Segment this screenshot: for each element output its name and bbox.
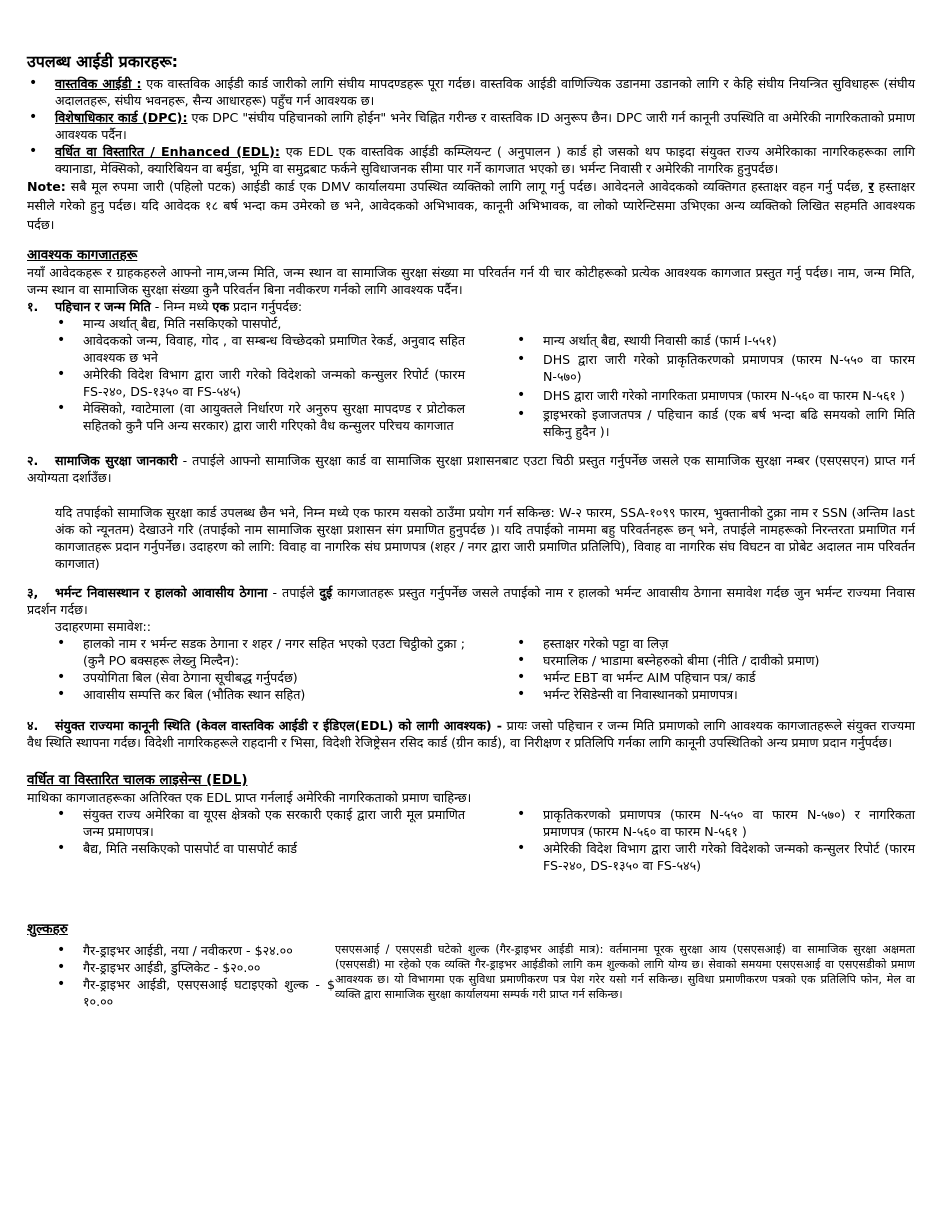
id-type-term: विशेषाधिकार कार्ड (DPC): — [55, 110, 188, 125]
section-text: प्रायः जसो पहिचान र जन्म मिति प्रमाणको लागि आवश्यक कागजातहरूले संयुक्त राज्यमा वैध स्थिति स्थापना गर्दछ। विदेशी नागरिकहरूले राहदानी र भिसा, विदेशी रेजिष्ट्रेसन रसिद कार्ड (ग्रीन कार्ड), वा निरीक्षण र प्रतिलिपि गर्नका लागि कानूनी उपस्थितिको अन्य प्रमाण प्रदान गर्नुपर्दछ। — [27, 718, 915, 750]
section-number: ३, — [27, 585, 39, 600]
list-item: • मेक्सिको, ग्वाटेमाला (वा आयुक्तले निर्धारण गरे अनुरुप सुरक्षा मापदण्ड र प्रोटोकल सहितको कुनै पनि अन्य सरकार) द्वारा जारी गरिएको वैध कन्सुलर परिचय कागजात — [55, 400, 465, 434]
note-emphasis: र — [868, 179, 874, 194]
list-item: • बैद्य, मिति नसकिएको पासपोर्ट वा पासपोर्ट कार्ड — [55, 840, 465, 857]
id-type-text: एक DPC "संघीय पहिचानको लागि होईन" भनेर चिह्नित गरीन्छ र वास्तविक ID अनुरूप छैन। DPC जारी गर्न कानूनी उपस्थिति वा अमेरिकी नागरिकताको प्रमाण आवश्यक पर्दैन। — [55, 110, 916, 142]
required-docs-intro: नयाँ आवेदकहरू र ग्राहकहरुले आफ्नो नाम,जन्म मिति, जन्म स्थान वा सामाजिक सुरक्षा संख्या मा परिवर्तन गर्न यी चार कोटीहरूको प्रत्येक आवश्यक कागजात प्रस्तुत गर्नु पर्दछ। नाम, जन्म मिति, जन्म स्थान वा सामाजिक सुरक्षा संख्या कुनै परिवर्तन बिना नवीकरण गर्नको लागि आवश्यक पर्दैन। — [27, 265, 915, 297]
list-item: • DHS द्वारा जारी गरेको प्राकृतिकरणको प्रमाणपत्र (फारम N-५५० वा फारम N-५७०) — [515, 351, 915, 385]
id-type-text: एक वास्तविक आईडी कार्ड जारीको लागि संघीय मापदण्डहरू पूरा गर्दछ। वास्तविक आईडी वाणिज्यिक उडानमा उडानको लागि र केहि संघीय नियन्त्रित सुविधाहरू (संघीय अदालतहरू, संघीय भवनहरू, सैन्य आधारहरू) पहुँच गर्न आवश्यक छ। — [55, 76, 915, 108]
section-paragraph: यदि तपाईको सामाजिक सुरक्षा कार्ड उपलब्ध छैन भने, निम्न मध्ये एक फारम यसको ठाउँमा प्रयोग गर्न सकिन्छ: W-२ फारम, SSA-१०९९ फारम, भुक्तानीको टुक्रा नाम र SSN (अन्तिम last अंक को न्यूनतम) देखाउने गरि (तपाईको नाम सामाजिक सुरक्षा प्रशासन संग प्रमाणित हुनुपर्दछ )। यदि तपाईको नाममा बहु परिवर्तनहरू छन् भने, तपाईले नामहरूको निरन्तरता प्रमाणित गर्न कागजातहरू प्रदान गर्नुपर्नेछ। उदाहरण को लागि: विवाह वा नागरिक संघ प्रमाणपत्र (शहर / नगर द्वारा जारी प्रमाणित प्रतिलिपि), विवाह वा नागरिक संघ विघटन वा प्रोबेट अदालत नाम परिवर्तन कागजात) — [55, 505, 915, 571]
note-text: हस्ताक्षर मसीले गरेको हुनु पर्दछ। यदि आवेदक १८ बर्ष भन्दा कम उमेरको छ भने, आवेदकको अभिभावक, कानूनी अभिभावक, वा लोको प्यारेन्टिसमा उभिएका अन्य व्यक्तिको लिखित सहमति आवश्यक पर्दछ। — [27, 179, 915, 232]
section-legal-status — [27, 717, 915, 751]
section-identity — [27, 298, 915, 440]
list-item — [27, 143, 915, 177]
id-type-term: वास्तविक आईडी : — [55, 76, 142, 91]
id-types-list — [27, 75, 915, 177]
required-docs-heading: आवश्यक कागजातहरू — [27, 247, 138, 263]
section-lead: प्रदान गर्नुपर्दछ: — [229, 299, 303, 314]
list-item: • अमेरिकी विदेश विभाग द्वारा जारी गरेको विदेशको जन्मको कन्सुलर रिपोर्ट (फारम FS-२४०, DS-१३५० वा FS-५४५) — [515, 840, 915, 874]
list-item: • घरमालिक / भाडामा बस्नेहरुको बीमा (नीति / दावीको प्रमाण) — [515, 652, 915, 669]
section-lead-emphasis: एक — [212, 299, 230, 314]
list-item: • गैर-ड्राइभर आईडी, नया / नवीकरण - $२४.०० — [55, 942, 335, 959]
section-number: २. — [27, 453, 39, 468]
note-paragraph — [27, 177, 915, 234]
left-list — [27, 315, 465, 440]
list-item: • DHS द्वारा जारी गरेको नागरिकता प्रमाणपत्र (फारम N-५६० वा फारम N-५६१ ) — [515, 387, 915, 404]
list-item: • ड्राइभरको इजाजतपत्र / पहिचान कार्ड (एक बर्ष भन्दा बढि समयको लागि मिति सकिनु हुदैन )। — [515, 406, 915, 440]
right-list — [515, 315, 915, 440]
document-page — [27, 52, 915, 1010]
list-item: • मान्य अर्थात् बैद्य, स्थायी निवासी कार्ड (फार्म I-५५१) — [515, 332, 915, 349]
section-text: - तपाईले — [267, 585, 320, 600]
spacer — [27, 874, 915, 920]
list-item: • मान्य अर्थात् बैद्य, मिति नसकिएको पासपोर्ट, — [55, 315, 465, 332]
two-column-list — [27, 315, 915, 440]
section-title: भर्मन्ट निवासस्थान र हालको आवासीय ठेगाना — [55, 585, 268, 600]
fees-heading: शुल्कहरु — [27, 921, 68, 937]
fees-note: एसएसआई / एसएसडी घटेको शुल्क (गैर-ड्राइभर आईडी मात्र): वर्तमानमा पूरक सुरक्षा आय (एसएसआई) वा सामाजिक सुरक्षा अक्षमता (एसएसडी) मा रहेको एक व्यक्ति गैर-ड्राइभर आईडीको लागि कम शुल्कको लागि योग्य छ। सेवाको समयमा एसएसआई वा एसएसडीको प्रमाण आवश्यक छ। यो विभागमा एक सुविधा प्रमाणीकरण पत्र पेश गरेर यसो गर्न सकिन्छ। सुविधा प्रमाणीकरण पत्रको एक प्रतिलिपि फोन, मेल वा व्यक्ति द्वारा सामाजिक सुरक्षा कार्यालयमा सम्पर्क गरी प्राप्त गर्न सकिन्छ। — [335, 943, 915, 1001]
section-social-security — [27, 452, 915, 572]
left-list — [27, 806, 465, 874]
spacer — [27, 751, 915, 771]
list-item: • संयुक्त राज्य अमेरिका वा यूएस क्षेत्रको एक सरकारी एकाई द्वारा जारी मूल प्रमाणित जन्म प्रमाणपत्र। — [55, 806, 465, 840]
list-item: • आवेदकको जन्म, विवाह, गोद , वा सम्बन्ध विच्छेदको प्रमाणित रेकर्ड, अनुवाद सहित आवश्यक छ भने — [55, 332, 465, 366]
two-column-list — [27, 806, 915, 874]
list-item: • हालको नाम र भर्मन्ट सडक ठेगाना र शहर / नगर सहित भएको एउटा चिट्ठीको टुक्रा ; (कुनै PO बक्सहरू लेख्नु मिल्दैन): — [55, 635, 465, 669]
section-title: पहिचान र जन्म मिति — [55, 299, 151, 314]
edl-intro: माथिका कागजातहरूका अतिरिक्त एक EDL प्राप्त गर्नलाई अमेरिकी नागरिकताको प्रमाण चाहिन्छ। — [27, 790, 472, 805]
fees-list — [27, 942, 335, 1010]
section-title: सामाजिक सुरक्षा जानकारी — [55, 453, 178, 468]
list-item: • गैर-ड्राइभर आईडी, डुप्लिकेट - $२०.०० — [55, 959, 335, 976]
list-item: • हस्ताक्षर गरेको पट्टा वा लिज़ — [515, 635, 915, 652]
edl-heading: वर्धित वा विस्तारित चालक लाइसेन्स (EDL) — [27, 772, 248, 788]
section-text: - तपाईले आफ्नो सामाजिक सुरक्षा कार्ड वा सामाजिक सुरक्षा प्रशासनबाट एउटा चिठी प्रस्तुत गर्नुपर्नेछ जसले एक सामाजिक सुरक्षा नम्बर (एसएसएन) प्राप्त गर्न अयोग्यता दर्शाउँछ। — [27, 453, 915, 485]
id-type-text: एक EDL एक वास्तविक आईडी कम्प्लियन्ट ( अनुपालन ) कार्ड हो जसको थप फाइदा संयुक्त राज्य अमेरिकाका नागरिकहरूका लागि क्यानाडा, मेक्सिको, क्यारिबियन वा बर्मुडा, भूमि वा समुद्रबाट फर्कने सुविधाजनक सीमा पार गर्ने कागजात भएको छ। भर्मन्ट निवासी र अमेरिकी नागरिक हुनुपर्दछ। — [55, 144, 915, 176]
fees-section — [27, 942, 915, 1010]
list-item: • प्राकृतिकरणको प्रमाणपत्र (फारम N-५५० वा फारम N-५७०) र नागरिकता प्रमाणपत्र (फारम N-५६० वा फारम N-५६१ ) — [515, 806, 915, 840]
list-item: • अमेरिकी विदेश विभाग द्वारा जारी गरेको विदेशको जन्मको कन्सुलर रिपोर्ट (फारम FS-२४०, DS-१३५० वा FS-५४५) — [55, 366, 465, 400]
note-label: Note: — [27, 179, 66, 194]
list-item: • आवासीय सम्पत्ति कर बिल (भौतिक स्थान सहित) — [55, 686, 465, 703]
list-item: • उपयोगिता बिल (सेवा ठेगाना सूचीबद्ध गर्नुपर्दछ) — [55, 669, 465, 686]
two-column-list — [27, 635, 915, 703]
section-number: ४. — [27, 718, 39, 733]
list-item: • भर्मन्ट EBT वा भर्मन्ट AIM पहिचान पत्र/ कार्ड — [515, 669, 915, 686]
id-type-term: वर्धित वा विस्तारित / Enhanced (EDL): — [55, 144, 280, 159]
section-residency — [27, 584, 915, 703]
list-item: • गैर-ड्राइभर आईडी, एसएसआई घटाइएको शुल्क - $ १०.०० — [55, 976, 335, 1010]
section-emphasis: दुई — [319, 585, 333, 600]
left-list — [27, 635, 465, 703]
examples-label: उदाहरणमा समावेश:: — [55, 619, 151, 634]
section-title: संयुक्त राज्यमा कानूनी स्थिति (केवल वास्तविक आईडी र ईडिएल(EDL) को लागी आवश्यक) - — [55, 718, 502, 733]
section-lead: - निम्न मध्ये — [150, 299, 213, 314]
id-types-heading: उपलब्ध आईडी प्रकारहरू: — [27, 52, 179, 71]
spacer — [27, 234, 915, 246]
right-list — [515, 635, 915, 703]
section-number: १. — [27, 299, 39, 314]
note-text: सबै मूल रुपमा जारी (पहिलो पटक) आईडी कार्ड एक DMV कार्यालयमा उपस्थित व्यक्तिको लागि लागू गर्नु पर्दछ। आवेदनले आवेदकको व्यक्तिगत हस्ताक्षर वहन गर्नु पर्दछ, — [65, 179, 869, 194]
list-item: • भर्मन्ट रेसिडेन्सी वा निवास्थानको प्रमाणपत्र। — [515, 686, 915, 703]
section-text: कागजातहरू प्रस्तुत गर्नुपर्नेछ जसले तपाईको नाम र हालको भर्मन्ट आवासीय ठेगाना समावेश गर्दछ जुन भर्मन्ट राज्यमा निवास प्रदर्शन गर्दछ। — [27, 585, 915, 617]
right-list — [515, 806, 915, 874]
list-item — [27, 75, 915, 109]
list-item — [27, 109, 915, 143]
